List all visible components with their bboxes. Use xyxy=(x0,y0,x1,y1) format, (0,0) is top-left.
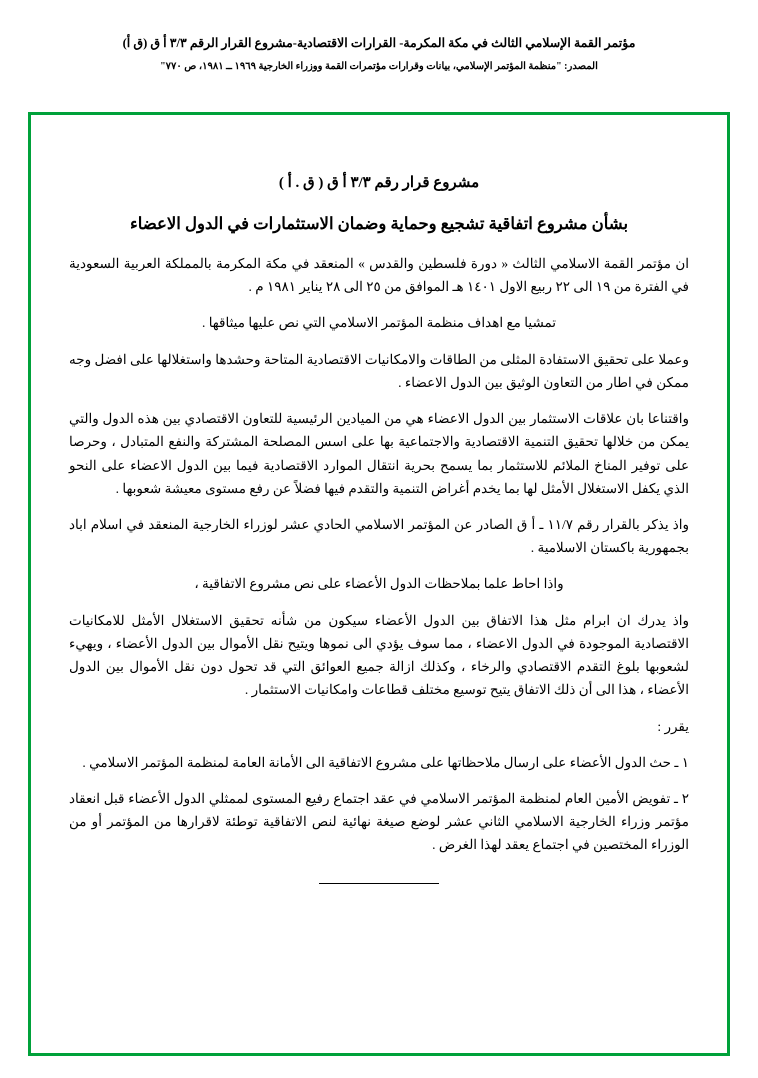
decides-label: يقرر : xyxy=(657,718,689,734)
paragraph-preamble-7: واذ يدرك ان ابرام مثل هذا الاتفاق بين الدول الأعضاء سيكون من شأنه تحقيق الاستغلال الأمثل للامكانيات الاقتصادية الموجودة في الدول الاعضاء ، مما سوف يؤدي الى نموها ويتيح نقل الأموال بين الدول الأعضاء ، ويهيء لشعوبها بلوغ التقدم الاقتصادي والرخاء ، وكذلك ازالة جميع العوائق التي قد تحول دون نقل الأموال بين الدول الأعضاء ، هذا الى أن ذلك الاتفاق يتيح توسيع مختلف قطاعات وامكانيات الاستثمار . xyxy=(69,612,689,698)
document-body xyxy=(31,115,727,1053)
paragraph-preamble-6: واذا احاط علما بملاحظات الدول الأعضاء على نص مشروع الاتفاقية ، xyxy=(194,576,564,592)
operative-clause-2: ٢ ـ تفويض الأمين العام لمنظمة المؤتمر الاسلامي في عقد اجتماع رفيع المستوى لممثلي الدول الأعضاء قبل انعقاد مؤتمر وزراء الخارجية الاسلامي الثاني عشر لوضع صيغة نهائية لنص الاتفاقية توطئة لاقرارها من المؤتمر أو من الوزراء المختصين في اجتماع يعقد لهذا الغرض . xyxy=(69,790,689,853)
operative-clause-1: ١ ـ حث الدول الأعضاء على ارسال ملاحظاتها على مشروع الاتفاقية الى الأمانة العامة لمنظمة المؤتمر الاسلامي . xyxy=(82,754,689,770)
green-border-frame xyxy=(28,112,730,1056)
page-header xyxy=(0,0,758,74)
header-title: مؤتمر القمة الإسلامي الثالث في مكة المكرمة- القرارات الاقتصادية-مشروع القرار الرقم ٣/٣ أ ق (ق أ) xyxy=(122,36,636,50)
paragraph-preamble-4: واقتناعا بان علاقات الاستثمار بين الدول الاعضاء هي من الميادين الرئيسية للتعاون الاقتصادي بين هذه الدول والتي يمكن من خلالها تحقيق التنمية الاقتصادية والاجتماعية بها على اسس المصلحة المشتركة والنفع المتبادل ، وحرصا على توفير المناخ الملائم للاستثمار بما يسمح بحرية انتقال الموارد الاقتصادية فيما بين الدول الاعضاء على النحو الذي يكفل الاستغلال الأمثل لها بما يخدم أغراض التنمية والتقدم فيها فضلاً عن رفع مستوى معيشة شعوبها . xyxy=(69,411,689,496)
paragraph-preamble-1: ان مؤتمر القمة الاسلامي الثالث « دورة فلسطين والقدس » المنعقد في مكة المكرمة بالمملكة العربية السعودية في الفترة من ١٩ الى ٢٢ ربيع الاول ١٤٠١ هـ الموافق من ٢٥ الى ٢٨ يناير ١٩٨١ م . xyxy=(69,256,689,295)
resolution-subject: بشأن مشروع اتفاقية تشجيع وحماية وضمان الاستثمارات في الدول الاعضاء xyxy=(129,214,629,233)
paragraph-preamble-2: تمشيا مع اهداف منظمة المؤتمر الاسلامي التي نص عليها ميثاقها . xyxy=(201,315,557,331)
paragraph-preamble-5: واذ يذكر بالقرار رقم ١١/٧ ـ أ ق الصادر عن المؤتمر الاسلامي الحادي عشر لوزراء الخارجية المنعقد في اسلام اباد بجمهورية باكستان الاسلامية . xyxy=(69,516,689,556)
closing-rule xyxy=(319,883,439,884)
paragraph-preamble-3: وعملا على تحقيق الاستفادة المثلى من الطاقات والامكانيات الاقتصادية المتاحة وحشدها واستغلالها على افضل وجه ممكن في اطار من التعاون الوثيق بين الدول الاعضاء . xyxy=(69,351,689,390)
header-source: المصدر: "منظمة المؤتمر الإسلامي، بيانات وقرارات مؤتمرات القمة ووزراء الخارجية ١٩٦٩ ــ ١٩٨١، ص ٧٧٠" xyxy=(160,60,598,72)
resolution-number: مشروع قرار رقم ٣/٣ أ ق ( ق . أ ) xyxy=(278,175,480,191)
